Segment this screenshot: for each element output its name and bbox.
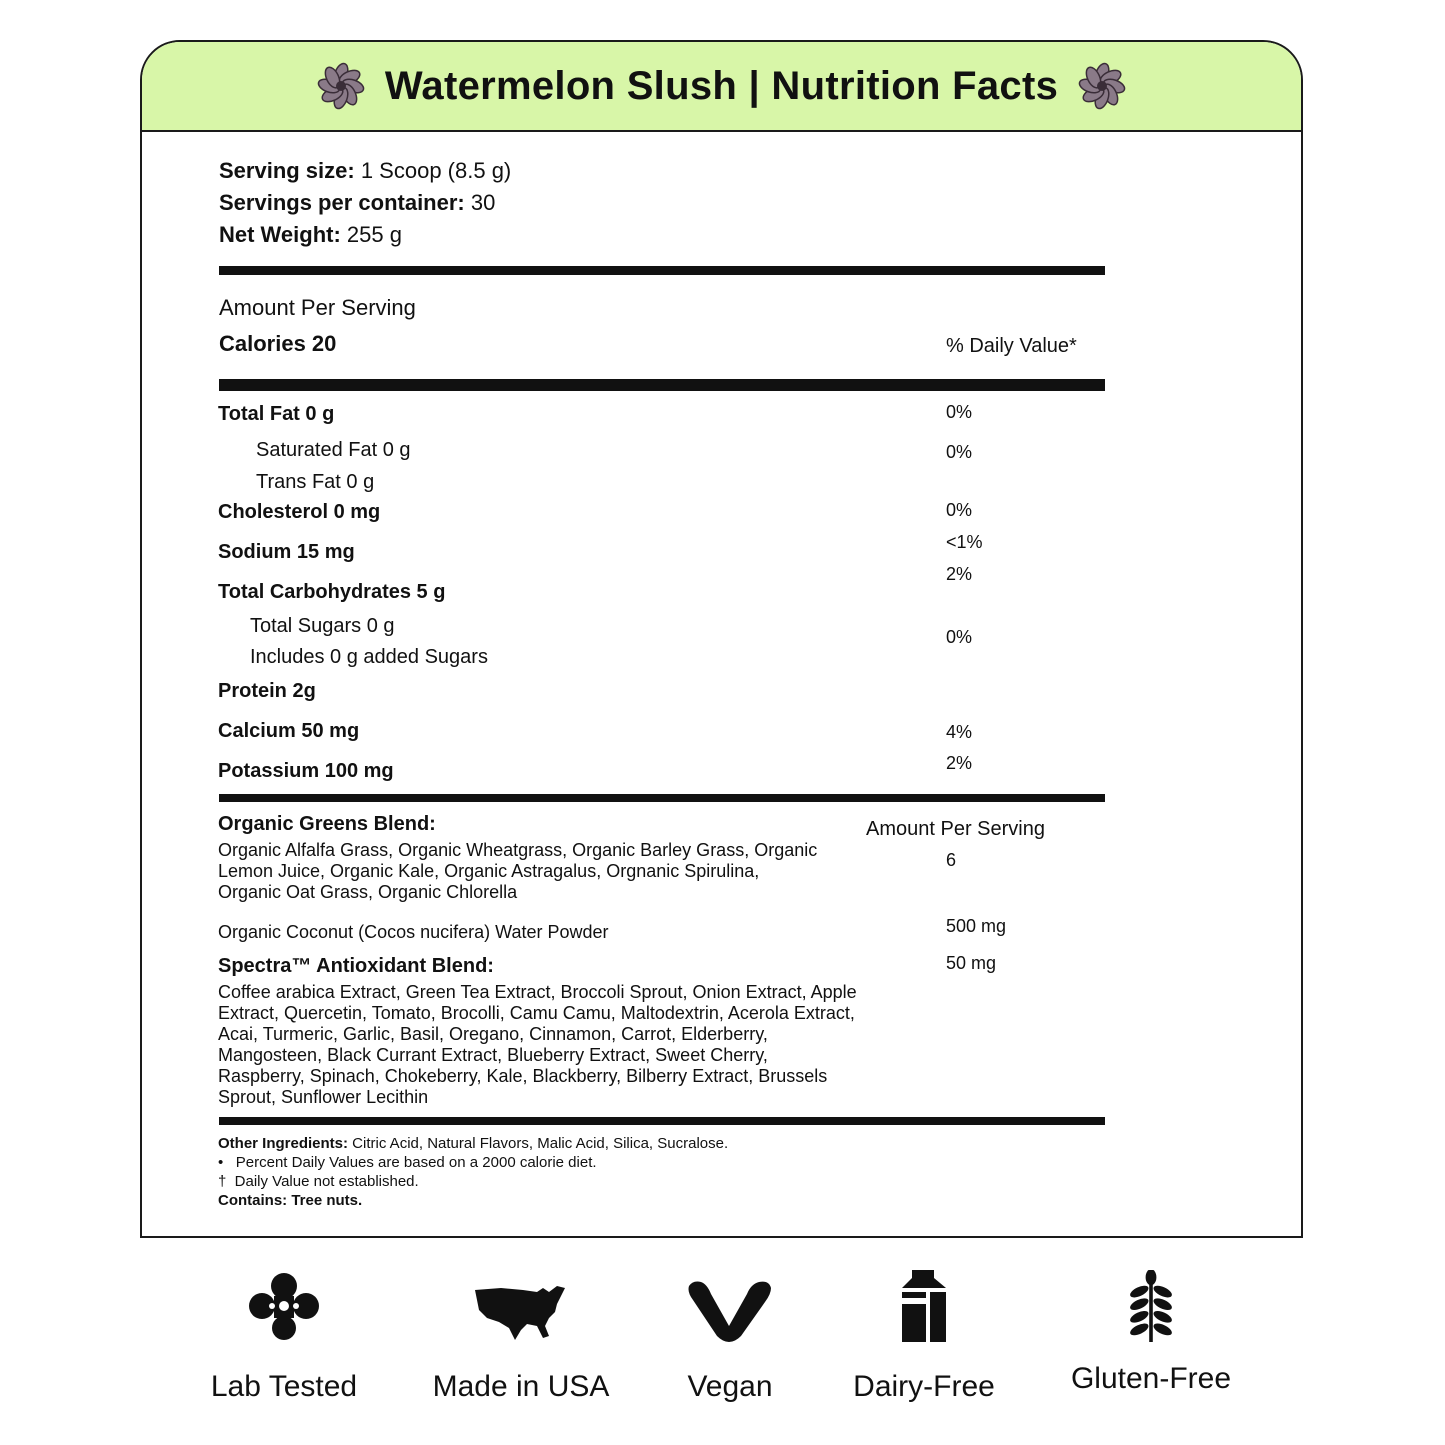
badge-row [0,1270,1445,1410]
amount-per-serving: Amount Per Serving [219,295,416,320]
vegan-v-icon [685,1270,775,1342]
spectra-blend-ingredients: Coffee arabica Extract, Green Tea Extract, Broccoli Sprout, Onion Extract, Apple Extract, Quercetin, Tomato, Brocolli, Camu Camu, Maltodextrin, Acerola Extract, Acai, Turmeric, Garlic, Basil, Oregano, Cinnamon, Carrot, Elderberry, Mangosteen, Black Currant Extract, Blueberry Extract, Sweet Cherry, Raspberry, Spinach, Chokeberry, Kale, Blackberry, Bilberry Extract, Brussels Sprout, Sunflower Lecithin [218,982,857,1107]
flower-icon [317,62,365,110]
nutrient-dv: 0% [946,500,973,520]
serving-size: Serving size: 1 Scoop (8.5 g) [219,158,512,183]
greens-blend-amount: 6 [946,850,957,870]
nutrient-dv: 2% [946,753,973,773]
other-ingredients: Other Ingredients: Citric Acid, Natural Flavors, Malic Acid, Silica, Sucralose. [218,1135,729,1152]
badge-label: Dairy-Free [853,1370,995,1403]
thick-divider [219,794,1105,802]
nutrient-name: Includes 0 g added Sugars [250,646,488,668]
flower-icon [1078,62,1126,110]
nutrient-dv: <1% [946,532,983,552]
nutrient-name: Saturated Fat 0 g [256,439,411,461]
nutrient-dv: 4% [946,722,973,742]
milk-carton-icon [894,1270,954,1342]
servings-per-container: Servings per container: 30 [219,190,496,215]
nutrient-name: Trans Fat 0 g [256,471,375,493]
badge-label: Made in USA [432,1370,610,1403]
nutrient-name: Total Fat 0 g [218,403,335,425]
nutrient-name: Potassium 100 mg [218,760,394,782]
nutrient-name: Calcium 50 mg [218,720,360,742]
badge-label: Gluten-Free [1070,1362,1232,1395]
nutrient-dv: 2% [946,564,973,584]
spectra-blend-amount: 50 mg [946,953,997,973]
blend-amount-header: Amount Per Serving [866,818,1045,840]
page-title: Watermelon Slush | Nutrition Facts [384,63,1059,108]
nutrient-dv: 0% [946,442,973,462]
usa-map-icon [471,1270,571,1342]
nutrient-dv: 0% [946,627,973,647]
spectra-blend-title: Spectra™ Antioxidant Blend: [218,955,494,977]
panel-header [142,42,1301,132]
badge-lab-tested [164,1270,404,1404]
dagger-note: † Daily Value not established. [218,1173,419,1190]
thick-divider [219,1117,1105,1125]
badge-label: Lab Tested [210,1370,358,1403]
nutrient-name: Sodium 15 mg [218,541,355,563]
daily-value-header: % Daily Value* [946,335,1077,357]
nutrient-dv: 0% [946,402,973,422]
coconut-amount: 500 mg [946,916,1007,936]
badge-label: Vegan [687,1370,773,1403]
wheat-icon [1121,1270,1181,1342]
nutrient-name: Protein 2g [218,680,316,702]
nutrient-name: Total Sugars 0 g [250,615,395,637]
thick-divider [219,379,1105,391]
nutrient-name: Total Carbohydrates 5 g [218,581,446,603]
contains-allergens: Contains: Tree nuts. [218,1192,363,1209]
calories: Calories 20 [219,331,337,356]
thick-divider [219,266,1105,275]
lab-tested-icon [244,1270,324,1342]
badge-gluten-free [1031,1270,1271,1396]
nutrient-name: Cholesterol 0 mg [218,501,381,523]
badge-dairy-free [804,1270,1044,1404]
daily-value-note: • Percent Daily Values are based on a 2000 calorie diet. [218,1154,597,1171]
net-weight: Net Weight: 255 g [219,222,402,247]
coconut-water-powder: Organic Coconut (Cocos nucifera) Water Powder [218,922,609,942]
greens-blend-ingredients: Organic Alfalfa Grass, Organic Wheatgrass, Organic Barley Grass, Organic Lemon Juice, Organic Kale, Organic Astragalus, Orgnanic Spirulina, Organic Oat Grass, Organic Chlorella [218,840,818,902]
greens-blend-title: Organic Greens Blend: [218,813,436,835]
badge-made-in-usa [401,1270,641,1404]
